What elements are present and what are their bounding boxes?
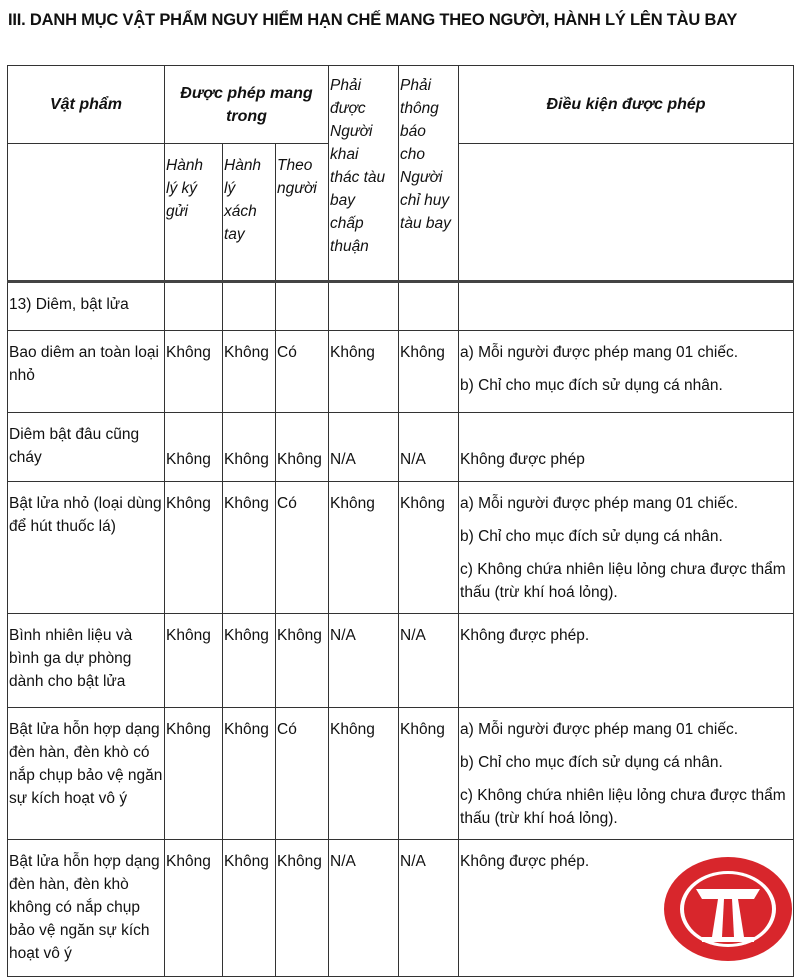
- header-on-person-line: Theo: [277, 157, 313, 174]
- header-notify-captain-line: thông: [400, 100, 439, 117]
- item-name: Bật lửa hỗn hợp dạng đèn hàn, đèn khò không có nắp chụp bảo vệ ngăn sự kích hoạt vô ý: [8, 840, 165, 977]
- header-on-person: [276, 144, 329, 282]
- header-operator-approval-line: thác tàu: [330, 169, 386, 186]
- header-operator-approval-line: thuận: [330, 238, 369, 255]
- notify-captain-value: N/A: [399, 413, 459, 482]
- header-notify-captain-line: cho: [400, 146, 426, 163]
- condition-item: c) Không chứa nhiên liệu lỏng chưa được thẩm thấu (trừ khí hoá lỏng).: [460, 561, 786, 601]
- section-label: 13) Diêm, bật lửa: [8, 282, 165, 331]
- header-notify-captain-line: chỉ huy: [400, 192, 450, 209]
- section-row: [8, 282, 794, 331]
- condition-item: b) Chỉ cho mục đích sử dụng cá nhân.: [460, 754, 723, 771]
- carry-on-value: Không: [223, 840, 276, 977]
- on-person-value: Không: [276, 614, 329, 708]
- header-operator-approval-line: được: [330, 100, 366, 117]
- condition-item: b) Chỉ cho mục đích sử dụng cá nhân.: [460, 528, 723, 545]
- notify-captain-value: N/A: [399, 614, 459, 708]
- checked-baggage-value: Không: [165, 482, 223, 614]
- carry-on-value: Không: [223, 413, 276, 482]
- table-row: [8, 413, 794, 482]
- notify-captain-value: Không: [399, 708, 459, 840]
- table-row: [8, 708, 794, 840]
- carry-on-value: Không: [223, 708, 276, 840]
- header-operator-approval-line: Người: [330, 123, 373, 140]
- checked-baggage-value: Không: [165, 331, 223, 413]
- on-person-value: Không: [276, 840, 329, 977]
- on-person-value: Có: [276, 482, 329, 614]
- condition-item: c) Không chứa nhiên liệu lỏng chưa được thẩm thấu (trừ khí hoá lỏng).: [460, 787, 786, 827]
- operator-approval-value: N/A: [329, 840, 399, 977]
- header-operator-approval-line: chấp: [330, 215, 364, 232]
- header-notify-captain: [399, 66, 459, 282]
- header-checked-baggage-line: Hành: [166, 157, 204, 174]
- header-conditions: Điều kiện được phép: [459, 66, 794, 144]
- item-name: Diêm bật đâu cũng cháy: [8, 413, 165, 482]
- header-carry-on-line: xách: [224, 203, 257, 220]
- header-allowed-in: Được phép mang trong: [165, 66, 329, 144]
- header-notify-captain-line: tàu bay: [400, 215, 451, 232]
- carry-on-value: Không: [223, 614, 276, 708]
- notify-captain-value: Không: [399, 482, 459, 614]
- conditions-cell: [459, 708, 794, 840]
- header-notify-captain-line: Phải: [400, 77, 432, 94]
- operator-approval-value: Không: [329, 708, 399, 840]
- condition-item: Không được phép.: [460, 853, 590, 870]
- item-name: Bật lửa hỗn hợp dạng đèn hàn, đèn khò có nắp chụp bảo vệ ngăn sự kích hoạt vô ý: [8, 708, 165, 840]
- condition-item: b) Chỉ cho mục đích sử dụng cá nhân.: [460, 377, 723, 394]
- header-notify-captain-line: Người: [400, 169, 443, 186]
- conditions-cell: [459, 331, 794, 413]
- item-name: Bật lửa nhỏ (loại dùng để hút thuốc lá): [8, 482, 165, 614]
- header-operator-approval-line: khai: [330, 146, 359, 163]
- conditions-cell: [459, 413, 794, 482]
- header-on-person-line: người: [277, 180, 317, 197]
- on-person-value: Có: [276, 708, 329, 840]
- checked-baggage-value: Không: [165, 840, 223, 977]
- header-checked-baggage-line: gửi: [166, 203, 188, 220]
- notify-captain-value: Không: [399, 331, 459, 413]
- checked-baggage-value: Không: [165, 413, 223, 482]
- condition-item: a) Mỗi người được phép mang 01 chiếc.: [460, 495, 739, 512]
- header-conditions-blank: [459, 144, 794, 282]
- operator-approval-value: Không: [329, 482, 399, 614]
- header-checked-baggage: [165, 144, 223, 282]
- table-row: [8, 482, 794, 614]
- table-row: [8, 614, 794, 708]
- on-person-value: Không: [276, 413, 329, 482]
- header-operator-approval: [329, 66, 399, 282]
- condition-item: a) Mỗi người được phép mang 01 chiếc.: [460, 344, 739, 361]
- operator-approval-value: N/A: [329, 614, 399, 708]
- table-row: [8, 331, 794, 413]
- checked-baggage-value: Không: [165, 614, 223, 708]
- header-carry-on-line: Hành: [224, 157, 262, 174]
- on-person-value: Có: [276, 331, 329, 413]
- condition-item: Không được phép: [460, 451, 585, 468]
- notify-captain-value: N/A: [399, 840, 459, 977]
- page-title: III. DANH MỤC VẬT PHẨM NGUY HIỂM HẠN CHẾ MANG THEO NGƯỜI, HÀNH LÝ LÊN TÀU BAY: [8, 11, 738, 29]
- conditions-cell: [459, 614, 794, 708]
- carry-on-value: Không: [223, 331, 276, 413]
- conditions-cell: [459, 482, 794, 614]
- header-carry-on: [223, 144, 276, 282]
- operator-approval-value: N/A: [329, 413, 399, 482]
- condition-item: a) Mỗi người được phép mang 01 chiếc.: [460, 721, 739, 738]
- header-operator-approval-line: Phải: [330, 77, 362, 94]
- header-notify-captain-line: báo: [400, 123, 426, 140]
- header-carry-on-line: tay: [224, 226, 245, 243]
- header-item-blank: [8, 144, 165, 282]
- checked-baggage-value: Không: [165, 708, 223, 840]
- item-name: Bình nhiên liệu và bình ga dự phòng dành cho bật lửa: [8, 614, 165, 708]
- header-checked-baggage-line: lý ký: [166, 180, 197, 197]
- watermark-logo: [662, 855, 794, 963]
- item-name: Bao diêm an toàn loại nhỏ: [8, 331, 165, 413]
- header-carry-on-line: lý: [224, 180, 236, 197]
- operator-approval-value: Không: [329, 331, 399, 413]
- header-item: Vật phẩm: [8, 66, 165, 144]
- dangerous-goods-table: [7, 65, 794, 977]
- header-operator-approval-line: bay: [330, 192, 356, 209]
- carry-on-value: Không: [223, 482, 276, 614]
- condition-item: Không được phép.: [460, 627, 590, 644]
